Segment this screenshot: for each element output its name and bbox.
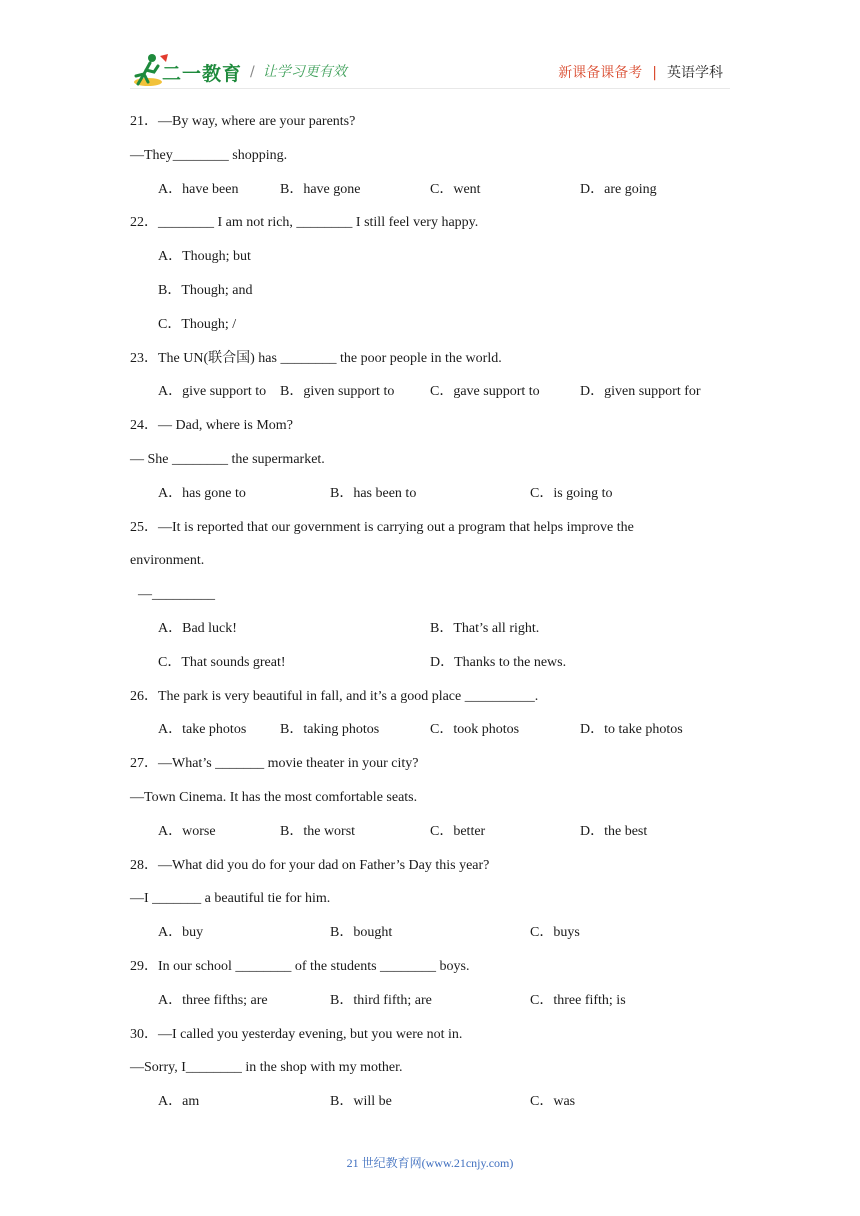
option[interactable]: B．the worst [280,823,356,839]
option[interactable]: C．buys [530,925,580,941]
option[interactable]: B．have gone [280,181,361,197]
slogan: / 让学习更有效 [250,64,347,80]
question-27: 27．—What’s _______ movie theater in your city? [130,756,419,772]
page-footer[interactable]: 21 世纪教育网(www.21cnjy.com) [346,1156,514,1170]
option[interactable]: A．has gone to [158,485,246,501]
question-30-answer-line: —Sorry, I________ in the shop with my mother. [130,1060,403,1076]
option[interactable]: A．Though; but [158,249,251,265]
question-25-continued: environment. [130,553,205,569]
question-24-options [130,477,730,511]
question-23-options [130,375,730,409]
question-24: 24．— Dad, where is Mom? [130,418,293,434]
question-30-options [130,1085,730,1119]
option[interactable]: B．taking photos [280,722,380,738]
option[interactable]: A．buy [158,925,204,941]
option[interactable]: B．has been to [330,485,417,501]
question-27-options [130,815,730,849]
question-29-options [130,984,730,1018]
option[interactable]: D．Thanks to the news. [430,654,567,670]
option[interactable]: A．have been [158,181,239,197]
question-28-options [130,916,730,950]
option[interactable]: B．bought [330,925,393,941]
question-25: 25．—It is reported that our government is carrying out a program that helps improve the [130,519,634,535]
option[interactable]: D．are going [580,181,657,197]
subject-label: 英语学科 [667,65,723,81]
header-separator: | [652,65,657,81]
logo-text: 二一教育 [162,63,243,85]
option[interactable]: C．is going to [530,485,613,501]
question-24-answer-line: — She ________ the supermarket. [130,451,325,467]
question-25-options-row1 [130,612,730,646]
question-23: 23．The UN(联合国) has ________ the poor people in the world. [130,350,502,366]
question-26-options [130,713,730,747]
question-21-answer-line: —They________ shopping. [130,147,288,163]
question-28: 28．—What did you do for your dad on Father’s Day this year? [130,857,490,873]
question-25-answer-line: —_________ [138,587,215,603]
header-right [558,62,723,82]
option[interactable]: B．That’s all right. [430,620,540,636]
question-26: 26．The park is very beautiful in fall, and it’s a good place __________. [130,688,539,704]
question-29: 29．In our school ________ of the students ________ boys. [130,958,470,974]
question-list [130,105,730,1119]
option[interactable]: D．given support for [580,384,701,400]
question-25-options-row2 [130,646,730,680]
option[interactable]: A．worse [158,823,216,839]
option[interactable]: B．will be [330,1094,392,1110]
option[interactable]: C．went [430,181,481,197]
option[interactable]: C．gave support to [430,384,540,400]
question-27-answer-line: —Town Cinema. It has the most comfortable seats. [130,789,418,805]
option[interactable]: B．third fifth; are [330,992,432,1008]
option[interactable]: A．three fifths; are [158,992,268,1008]
header-divider [130,88,730,89]
slogan-text: 让学习更有效 [262,64,347,80]
option[interactable]: A．Bad luck! [158,620,237,636]
option[interactable]: B．given support to [280,384,395,400]
option[interactable]: A．am [158,1094,200,1110]
option[interactable]: D．to take photos [580,722,683,738]
exam-label: 新课备课备考 [558,65,643,81]
question-28-answer-line: —I _______ a beautiful tie for him. [130,891,331,907]
option[interactable]: C．That sounds great! [158,654,286,670]
option[interactable]: C．was [530,1094,576,1110]
question-30: 30．—I called you yesterday evening, but you were not in. [130,1026,463,1042]
option[interactable]: D．the best [580,823,648,839]
option[interactable]: C．three fifth; is [530,992,626,1008]
option[interactable]: B．Though; and [158,282,253,298]
question-21: 21．—By way, where are your parents? [130,114,356,129]
option[interactable]: A．give support to [158,384,267,400]
option[interactable]: C．better [430,823,486,839]
option[interactable]: C．Though; / [158,316,237,332]
page-header [0,0,860,100]
option[interactable]: A．take photos [158,722,247,738]
question-22: 22．________ I am not rich, ________ I still feel very happy. [130,215,479,231]
question-21-options [130,173,730,207]
option[interactable]: C．took photos [430,722,520,738]
